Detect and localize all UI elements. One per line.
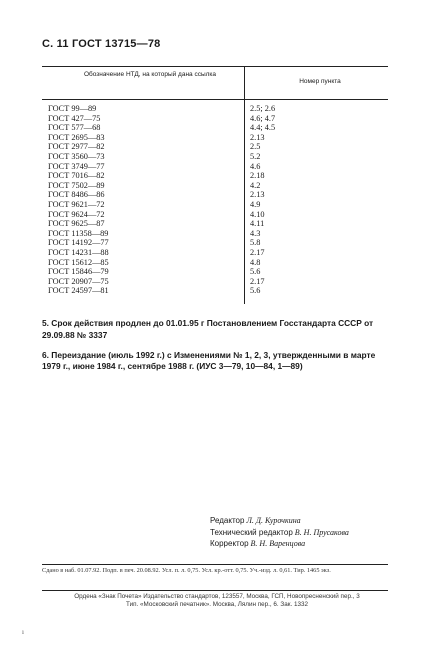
document-cell: ГОСТ 9624—72 [48, 209, 105, 219]
document-cell: ГОСТ 20907—75 [48, 276, 109, 286]
point-cell: 5.8 [250, 238, 261, 248]
table-row [48, 142, 388, 152]
document-cell: ГОСТ 9625—87 [48, 219, 105, 229]
table-row [48, 200, 388, 210]
document-cell: ГОСТ 577—68 [48, 123, 101, 133]
point-cell: 4.6 [250, 161, 261, 171]
document-cell: ГОСТ 8486—86 [48, 190, 105, 200]
point-cell: 2.17 [250, 276, 265, 286]
point-cell: 5.6 [250, 267, 261, 277]
editor-name: Л. Д. Курочкина [246, 516, 301, 525]
editor-line [210, 538, 410, 550]
document-cell: ГОСТ 2695—83 [48, 132, 105, 142]
editor-line [210, 527, 410, 539]
document-cell: ГОСТ 15846—79 [48, 267, 109, 277]
reference-table-body [48, 104, 388, 296]
document-cell: ГОСТ 427—75 [48, 113, 101, 123]
notes-section [42, 318, 392, 381]
margin-mark: ı [22, 628, 24, 636]
table-row [48, 210, 388, 220]
editor-role: Технический редактор [210, 527, 293, 537]
table-row [48, 114, 388, 124]
imprint-top-rule [42, 564, 388, 565]
document-cell: ГОСТ 3560—73 [48, 151, 105, 161]
column-header-document: Обозначение НТД, на который дана ссылка [83, 71, 217, 78]
table-row [48, 104, 388, 114]
publisher-footer [42, 593, 392, 609]
table-row [48, 133, 388, 143]
point-cell: 4.3 [250, 228, 261, 238]
table-row [48, 229, 388, 239]
point-cell: 4.10 [250, 209, 265, 219]
point-cell: 4.6; 4.7 [250, 113, 276, 123]
page-header: С. 11 ГОСТ 13715—78 [42, 38, 161, 50]
table-row [48, 123, 388, 133]
table-header-rule [42, 99, 388, 100]
table-row [48, 286, 388, 296]
point-cell: 4.2 [250, 180, 261, 190]
editor-role: Корректор [210, 539, 249, 548]
point-cell: 2.18 [250, 171, 265, 181]
editors-block [210, 515, 410, 550]
table-row [48, 258, 388, 268]
table-row [48, 248, 388, 258]
point-cell: 2.17 [250, 247, 265, 257]
document-cell: ГОСТ 11358—89 [48, 228, 109, 238]
point-cell: 2.13 [250, 132, 265, 142]
point-cell: 5.6 [250, 286, 261, 296]
point-cell: 2.5 [250, 142, 261, 152]
point-cell: 4.8 [250, 257, 261, 267]
editor-line [210, 515, 410, 527]
table-header-divider [244, 66, 245, 99]
document-cell: ГОСТ 7502—89 [48, 180, 105, 190]
note-paragraph-5: 5. Срок действия продлен до 01.01.95 г Постановлением Госстандарта СССР от 29.09.88 № 3337 [42, 318, 374, 340]
table-row [48, 152, 388, 162]
printer-line: Тип. «Московский печатник». Москва, Лялин пер., 6. Зак. 1332 [126, 601, 308, 608]
publisher-line: Ордена «Знак Почета» Издательство стандартов, 123557, Москва, ГСП, Новопресненский пер., 3 [74, 593, 360, 600]
editor-name: В. Н. Варенцова [250, 539, 306, 548]
note-paragraph-6: 6. Переиздание (июль 1992 г.) с Изменениями № 1, 2, 3, утвержденными в марте 1979 г., июне 1984 г., сентябре 1988 г. (ИУС 3—79, 10—84, 1—89) [42, 349, 376, 372]
point-cell: 4.4; 4.5 [250, 123, 276, 133]
table-row [48, 267, 388, 277]
table-row [48, 190, 388, 200]
table-row [48, 277, 388, 287]
table-row [48, 162, 388, 172]
editor-role: Редактор [210, 516, 245, 525]
document-cell: ГОСТ 99—89 [48, 104, 97, 113]
point-cell: 2.5; 2.6 [250, 104, 276, 113]
table-top-rule [42, 66, 388, 67]
document-cell: ГОСТ 14192—77 [48, 238, 109, 248]
footer-rule [42, 590, 388, 591]
point-cell: 5.2 [250, 151, 261, 161]
document-cell: ГОСТ 9621—72 [48, 199, 105, 209]
document-cell: ГОСТ 14231—88 [48, 247, 109, 257]
document-cell: ГОСТ 3749—77 [48, 161, 105, 171]
point-cell: 4.11 [250, 219, 265, 229]
imprint-text: Сдано в наб. 01.07.92. Подп. в печ. 20.08.92. Усл. п. л. 0,75. Усл. кр.-отт. 0,75. Уч.-изд. л. 0,61. Тир. 1465 экз. [42, 567, 331, 574]
table-row [48, 219, 388, 229]
column-header-point: Номер пункта [299, 78, 341, 85]
point-cell: 4.9 [250, 199, 261, 209]
document-cell: ГОСТ 2977—82 [48, 142, 105, 152]
document-cell: ГОСТ 7016—82 [48, 171, 105, 181]
document-cell: ГОСТ 15612—85 [48, 257, 109, 267]
table-row [48, 181, 388, 191]
editor-name: В. Н. Прусакова [294, 527, 349, 537]
document-cell: ГОСТ 24597—81 [48, 286, 109, 296]
point-cell: 2.13 [250, 190, 265, 200]
table-row [48, 171, 388, 181]
table-row [48, 238, 388, 248]
